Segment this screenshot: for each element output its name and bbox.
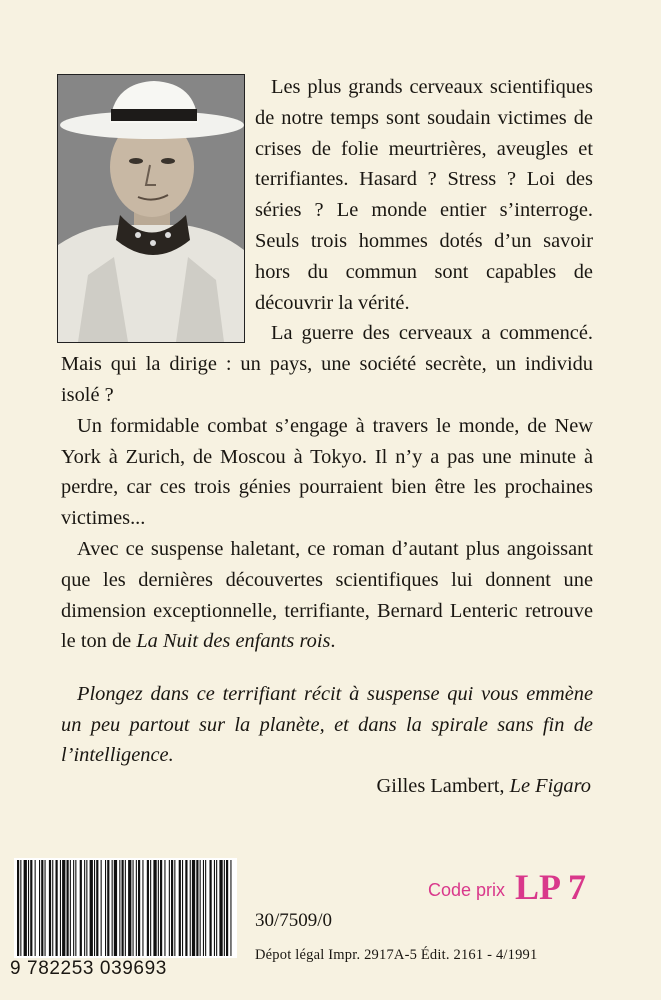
synopsis-paragraph-4-lead: Avec ce suspense haletant, ce roman d’autant plus angoissant que les dernières découvertes scientifiques lui donnent une dimension exceptionnelle, terrifiante, Bernard Lenteric retrouve le ton de [61,537,593,653]
barcode-bar [196,860,198,956]
barcode-bar [214,860,215,956]
review-quote [61,679,593,771]
barcode-bar [52,860,53,956]
barcode-bar [114,860,117,956]
barcode-bar [171,860,173,956]
barcode-bar [41,860,43,956]
barcode-bar [216,860,217,956]
barcode-bar [169,860,170,956]
barcode-bar [203,860,204,956]
barcode-bars [14,858,237,958]
review-quote-text: Plongez dans ce terrifiant récit à suspense qui vous emmène un peu partout sur la planète, et dans la spirale sans fin de l’intelligence. [61,683,593,766]
barcode-bar [62,860,65,956]
barcode-bar [73,860,74,956]
barcode-bar [105,860,106,956]
barcode-bar [138,860,140,956]
barcode-bar [28,860,29,956]
barcode-bar [185,860,187,956]
barcode-bar [142,860,143,956]
barcode-bar [60,860,61,956]
photo-spacer [61,72,255,340]
barcode-bar [136,860,137,956]
barcode-bar [128,860,131,956]
barcode-bar [122,860,124,956]
price-code: LP 7 [515,867,587,907]
barcode-bar [190,860,191,956]
barcode-bar [24,860,27,956]
review-author: Gilles Lambert, [376,775,510,797]
barcode-bar [200,860,201,956]
barcode-bar [17,860,19,956]
barcode-bar [158,860,159,956]
barcode [14,858,237,958]
review-attribution [377,771,591,801]
isbn-number: 9 782253 039693 [10,958,167,979]
synopsis-paragraph-2: La guerre des cerveaux a commencé. Mais qui la dirige : un pays, une société secrète, un individu isolé ? [61,322,593,406]
referenced-book-title: La Nuit des enfants rois [136,630,331,653]
barcode-bar [75,860,76,956]
barcode-bar [90,860,93,956]
barcode-bar [67,860,69,956]
barcode-bar [56,860,58,956]
barcode-bar [107,860,109,956]
catalog-reference: 30/7509/0 [255,910,333,931]
barcode-bar [80,860,82,956]
barcode-bar [45,860,46,956]
barcode-bar [49,860,51,956]
barcode-bar [174,860,175,956]
barcode-bar [94,860,95,956]
barcode-bar [182,860,183,956]
synopsis-paragraph-3: Un formidable combat s’engage à travers le monde, de New York à Zurich, de Moscou à Tokyo. Il n’y a pas une minute à perdre, car ces trois génies pourraient bien être les prochaines victimes... [61,414,593,530]
barcode-bar [179,860,181,956]
barcode-bar [39,860,40,956]
synopsis [61,72,593,657]
barcode-bar [150,860,151,956]
legal-deposit: Dépot légal Impr. 2917A-5 Édit. 2161 - 4/1991 [255,947,538,963]
barcode-bar [101,860,102,956]
barcode-bar [112,860,113,956]
barcode-bar [230,860,231,956]
synopsis-paragraph-4 [61,534,593,657]
barcode-bar [153,860,156,956]
barcode-bar [210,860,212,956]
barcode-bar [30,860,32,956]
synopsis-paragraph-1: Les plus grands cerveaux scientifiques de notre temps sont soudain victimes de crises de folie meurtrières, aveugles et terrifiantes. Hasard ? Stress ? Loi des séries ? Le monde entier s’interroge. Seuls trois hommes dotés d’un savoir hors du commun sont capables de découvrir la vérité. [255,76,593,314]
barcode-bar [147,860,149,956]
barcode-bar [86,860,87,956]
barcode-bar [205,860,206,956]
barcode-bar [84,860,85,956]
barcode-bar [119,860,120,956]
barcode-bar [70,860,71,956]
barcode-bar [133,860,134,956]
barcode-bar [224,860,225,956]
barcode-bar [96,860,98,956]
barcode-bar [219,860,222,956]
barcode-bar [160,860,162,956]
barcode-bar [164,860,165,956]
price-label: Code prix [428,880,506,900]
barcode-bar [20,860,21,956]
barcode-bar [226,860,228,956]
synopsis-paragraph-4-end: . [330,630,336,653]
review-source: Le Figaro [509,775,591,797]
barcode-bar [35,860,36,956]
barcode-bar [125,860,126,956]
barcode-bar [192,860,195,956]
